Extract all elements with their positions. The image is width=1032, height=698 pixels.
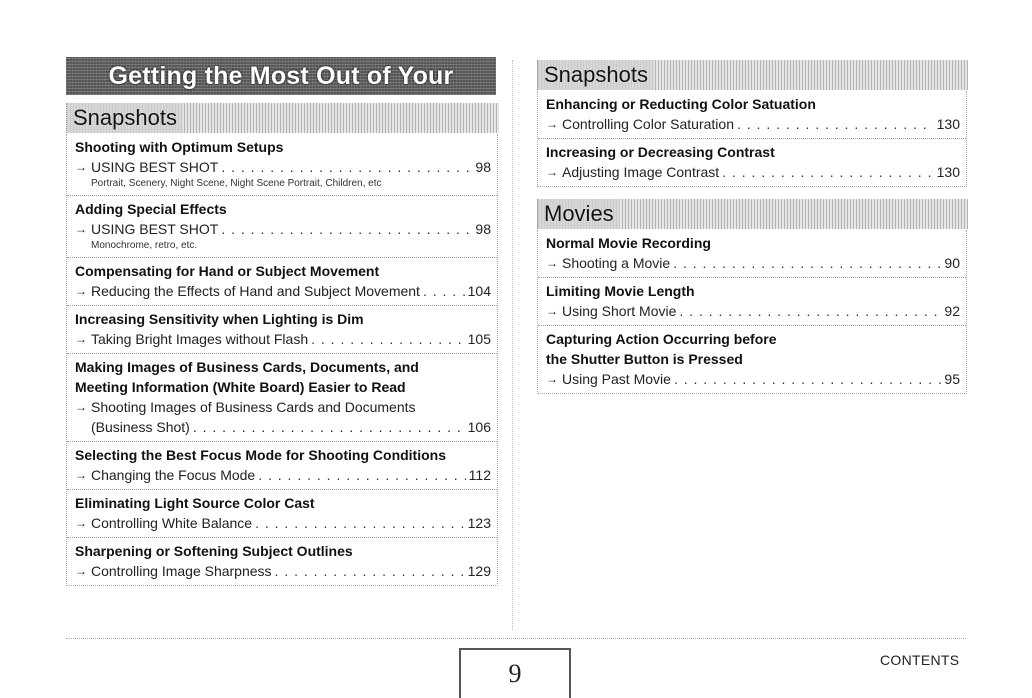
arrow-icon: → bbox=[546, 117, 558, 131]
entry-title: Selecting the Best Focus Mode for Shooting Conditions bbox=[75, 447, 446, 463]
section-heading-label: Movies bbox=[538, 199, 620, 229]
arrow-icon: → bbox=[75, 284, 87, 298]
arrow-icon: → bbox=[75, 160, 87, 174]
list-item bbox=[67, 195, 497, 257]
entry-title: Eliminating Light Source Color Cast bbox=[75, 495, 315, 511]
arrow-icon: → bbox=[75, 516, 87, 530]
entry-link[interactable]: Controlling White Balance bbox=[91, 515, 253, 531]
snapshots-entry-list bbox=[66, 134, 498, 586]
list-item bbox=[67, 305, 497, 353]
list-item bbox=[67, 441, 497, 489]
page-title: Getting the Most Out of Your bbox=[66, 57, 496, 95]
entry-title: Adding Special Effects bbox=[75, 201, 227, 217]
entry-page[interactable]: 92 bbox=[944, 303, 960, 319]
list-item bbox=[538, 277, 966, 325]
entry-link[interactable]: Shooting Images of Business Cards and Documents bbox=[91, 399, 416, 415]
arrow-icon: → bbox=[75, 400, 87, 414]
section-heading-label: Snapshots bbox=[67, 103, 183, 133]
entry-title: Shooting with Optimum Setups bbox=[75, 139, 284, 155]
entry-title-line1: Capturing Action Occurring before bbox=[546, 331, 777, 347]
entry-page[interactable]: 129 bbox=[467, 563, 491, 579]
list-item bbox=[538, 325, 966, 393]
entry-link[interactable]: USING BEST SHOT bbox=[91, 159, 219, 175]
entry-title: Increasing Sensitivity when Lighting is Dim bbox=[75, 311, 364, 327]
entry-link[interactable]: Taking Bright Images without Flash bbox=[91, 331, 309, 347]
entry-page[interactable]: 112 bbox=[468, 467, 491, 483]
contents-link[interactable]: CONTENTS bbox=[880, 652, 960, 668]
arrow-icon: → bbox=[75, 332, 87, 346]
page-number: 9 bbox=[459, 648, 571, 698]
entry-page[interactable]: 98 bbox=[475, 159, 491, 175]
entry-title: Enhancing or Reducting Color Satuation bbox=[546, 96, 816, 112]
entry-link[interactable]: Controlling Color Saturation bbox=[562, 116, 734, 132]
snapshots-entry-list-right bbox=[537, 91, 967, 187]
entry-link[interactable]: Controlling Image Sharpness bbox=[91, 563, 272, 579]
entry-page[interactable]: 105 bbox=[467, 331, 491, 347]
entry-page[interactable]: 104 bbox=[467, 283, 491, 299]
column-divider bbox=[512, 60, 513, 630]
entry-title-line1: Making Images of Business Cards, Documents, and bbox=[75, 359, 419, 375]
entry-page[interactable]: 130 bbox=[936, 164, 960, 180]
entry-link[interactable]: Changing the Focus Mode bbox=[91, 467, 256, 483]
section-heading-label: Snapshots bbox=[538, 60, 654, 90]
entry-title: Compensating for Hand or Subject Movement bbox=[75, 263, 380, 279]
arrow-icon: → bbox=[546, 165, 558, 179]
entry-title: Limiting Movie Length bbox=[546, 283, 695, 299]
list-item bbox=[538, 230, 966, 277]
entry-link[interactable]: Shooting a Movie bbox=[562, 255, 671, 271]
entry-subtext: Portrait, Scenery, Night Scene, Night Scene Portrait, Children, etc bbox=[91, 178, 382, 189]
entry-page[interactable]: 106 bbox=[467, 419, 491, 435]
entry-page[interactable]: 98 bbox=[475, 221, 491, 237]
arrow-icon: → bbox=[546, 256, 558, 270]
entry-link[interactable]: Using Short Movie bbox=[562, 303, 677, 319]
arrow-icon: → bbox=[75, 468, 87, 482]
list-item bbox=[538, 138, 966, 186]
entry-page[interactable]: 95 bbox=[944, 371, 960, 387]
section-heading-snapshots-right bbox=[537, 60, 968, 90]
section-heading-movies bbox=[537, 199, 968, 229]
entry-link[interactable]: USING BEST SHOT bbox=[91, 221, 219, 237]
entry-title-line2: the Shutter Button is Pressed bbox=[546, 351, 743, 367]
footer-rule bbox=[66, 638, 966, 639]
list-item bbox=[67, 353, 497, 441]
entry-page[interactable]: 130 bbox=[936, 116, 960, 132]
entry-link[interactable]: Adjusting Image Contrast bbox=[562, 164, 720, 180]
movies-entry-list bbox=[537, 230, 967, 394]
entry-link[interactable]: Using Past Movie bbox=[562, 371, 671, 387]
arrow-icon: → bbox=[75, 564, 87, 578]
list-item bbox=[67, 489, 497, 537]
entry-page[interactable]: 123 bbox=[467, 515, 491, 531]
entry-page[interactable]: 90 bbox=[944, 255, 960, 271]
arrow-icon: → bbox=[546, 304, 558, 318]
list-item bbox=[67, 134, 497, 195]
arrow-icon: → bbox=[75, 222, 87, 236]
list-item bbox=[538, 91, 966, 138]
arrow-icon: → bbox=[546, 372, 558, 386]
entry-title: Increasing or Decreasing Contrast bbox=[546, 144, 775, 160]
list-item bbox=[67, 537, 497, 585]
section-heading-snapshots-left bbox=[66, 103, 499, 133]
entry-link-continued[interactable]: (Business Shot) bbox=[91, 419, 190, 435]
entry-title-line2: Meeting Information (White Board) Easier to Read bbox=[75, 379, 406, 395]
list-item bbox=[67, 257, 497, 305]
entry-link[interactable]: Reducing the Effects of Hand and Subject Movement bbox=[91, 283, 420, 299]
entry-title: Normal Movie Recording bbox=[546, 235, 711, 251]
entry-title: Sharpening or Softening Subject Outlines bbox=[75, 543, 353, 559]
entry-subtext: Monochrome, retro, etc. bbox=[91, 240, 198, 251]
